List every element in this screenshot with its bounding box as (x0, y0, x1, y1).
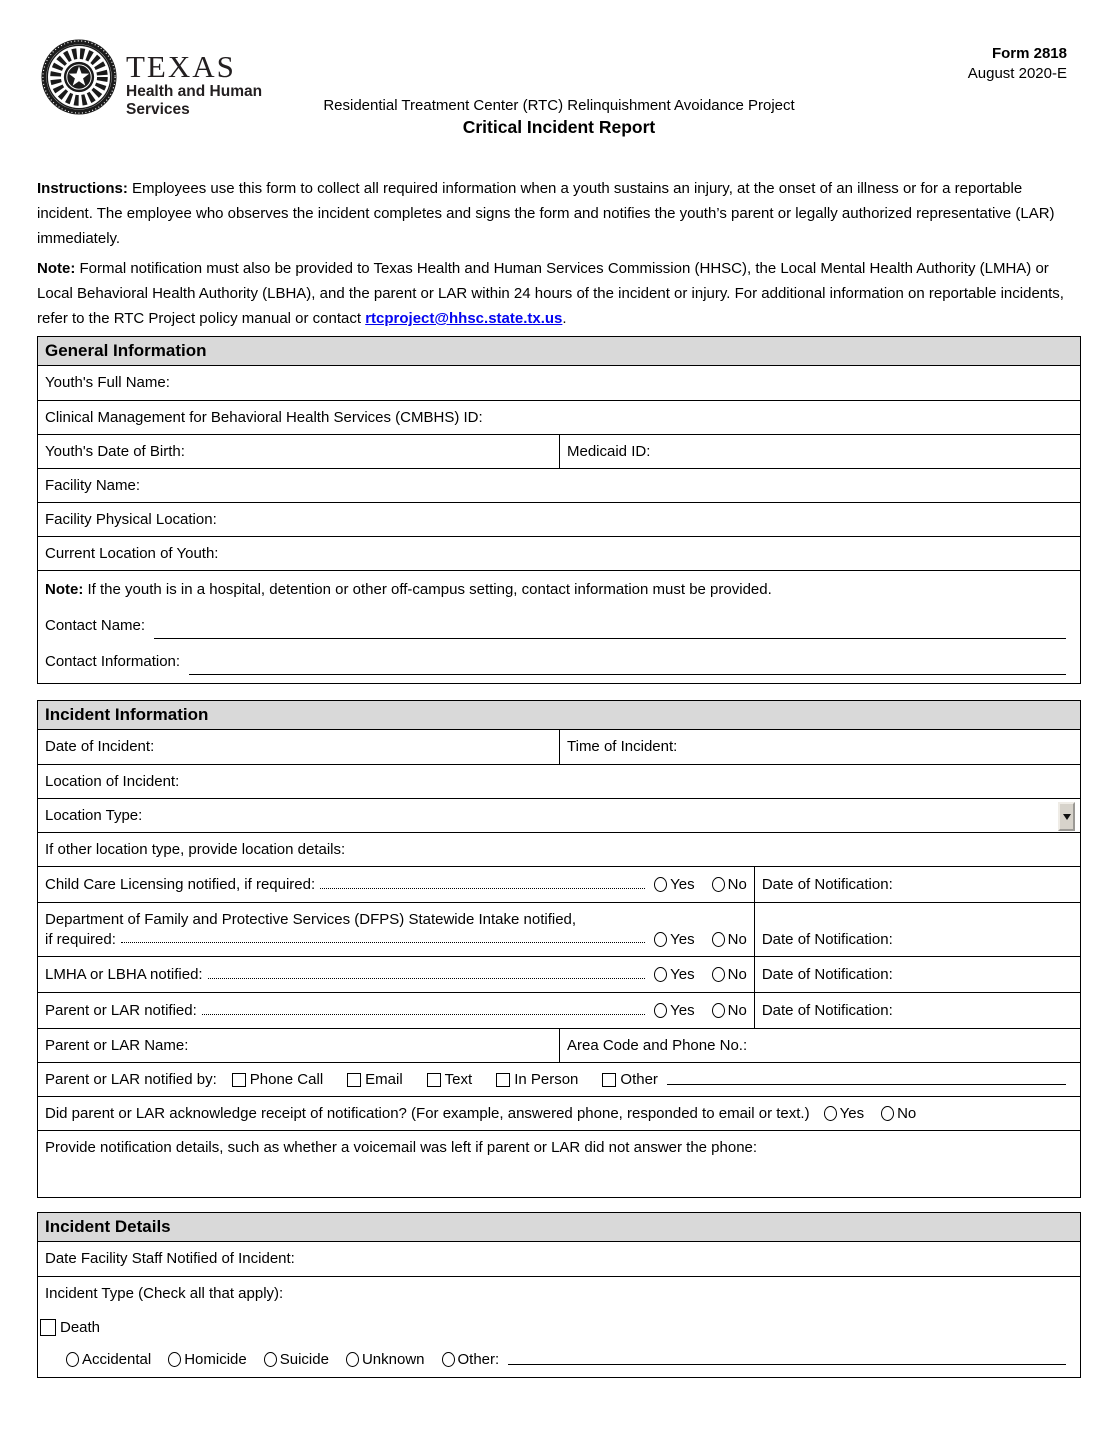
time-of-incident-label: Time of Incident: (567, 738, 678, 755)
incident-information-header: Incident Information (37, 700, 1081, 730)
text-checkbox[interactable] (427, 1073, 441, 1087)
row-ccl-notified (38, 866, 1080, 902)
parent-no-option (712, 1002, 747, 1019)
form-meta (968, 44, 1067, 84)
cell-parent-lar-name (38, 1029, 559, 1062)
current-location-of-youth-label: Current Location of Youth: (45, 545, 219, 562)
cmbhs-id-label: Clinical Management for Behavioral Health Services (CMBHS) ID: (45, 409, 483, 426)
phone-call-checkbox[interactable] (232, 1073, 246, 1087)
section-incident-details (37, 1212, 1081, 1378)
dfps-notified-label-line2: if required: (45, 931, 116, 948)
ccl-no-option (712, 876, 747, 893)
death-other-radio[interactable] (442, 1352, 455, 1367)
other-option (602, 1071, 658, 1088)
email-checkbox[interactable] (347, 1073, 361, 1087)
youth-full-name-label: Youth's Full Name: (45, 374, 170, 391)
suicide-option (264, 1351, 329, 1368)
unknown-option (346, 1351, 425, 1368)
unknown-radio[interactable] (346, 1352, 359, 1367)
death-cause-options (45, 1351, 1073, 1368)
location-of-incident-label: Location of Incident: (45, 773, 180, 790)
row-dob-medicaid (38, 434, 1080, 468)
dfps-notified-label-line2-wrap (45, 931, 747, 948)
document-title (37, 96, 1081, 139)
other-checkbox[interactable] (602, 1073, 616, 1087)
row-incident-type (38, 1276, 1080, 1377)
lmha-no-radio[interactable] (712, 967, 725, 982)
no-label: No (727, 876, 747, 893)
note-label: Note: (37, 260, 76, 277)
ccl-yes-option (654, 876, 694, 893)
row-current-location-of-youth (38, 536, 1080, 570)
incident-information-table (37, 730, 1081, 1198)
cell-date-of-incident (38, 730, 559, 764)
row-offcampus-contact (38, 570, 1080, 683)
document-header (37, 0, 1081, 170)
row-lmha-notified (38, 956, 1080, 992)
no-label: No (897, 1105, 917, 1122)
row-date-time-of-incident (38, 730, 1080, 764)
parent-no-radio[interactable] (712, 1003, 725, 1018)
in-person-checkbox[interactable] (496, 1073, 510, 1087)
dfps-notified-label-line1: Department of Family and Protective Services (DFPS) Statewide Intake notified, (45, 911, 577, 928)
contact-name-label: Contact Name: (45, 617, 146, 634)
email-label: Email (365, 1071, 403, 1088)
dot-leader (202, 1014, 645, 1015)
death-other-input-line[interactable] (508, 1364, 1066, 1365)
suicide-radio[interactable] (264, 1352, 277, 1367)
death-option (45, 1319, 100, 1336)
email-option (347, 1071, 403, 1088)
offcampus-note-label: Note: (45, 581, 84, 598)
facility-name-label: Facility Name: (45, 477, 141, 494)
suicide-label: Suicide (279, 1351, 329, 1368)
accidental-radio[interactable] (66, 1352, 79, 1367)
parent-lar-name-label: Parent or LAR Name: (45, 1037, 189, 1054)
yes-label: Yes (839, 1105, 865, 1122)
lmha-yes-option (654, 966, 694, 983)
cell-area-code-phone (559, 1029, 1080, 1062)
lmha-yes-radio[interactable] (654, 967, 667, 982)
row-cmbhs-id (38, 400, 1080, 434)
form-number: Form 2818 (991, 45, 1067, 62)
row-youth-full-name (38, 366, 1080, 400)
incident-type-label: Incident Type (Check all that apply): (45, 1285, 284, 1302)
page-title: Critical Incident Report (462, 117, 656, 137)
parent-notified-question (38, 993, 754, 1028)
yes-label: Yes (670, 1002, 695, 1019)
row-facility-physical-location (38, 502, 1080, 536)
date-of-notification-label: Date of Notification: (761, 876, 893, 893)
logo-dept-line2: Services (126, 101, 190, 118)
instructions-text: Employees use this form to collect all required information when a youth sustains an injury, at the onset of an illness or for a reportable incident. The employee who observes the incident completes and signs the form and notifies the youth’s parent or legally authorized representative (LAR) immediately. (37, 180, 1055, 247)
dfps-yes-radio[interactable] (654, 932, 667, 947)
date-of-incident-label: Date of Incident: (45, 738, 155, 755)
no-label: No (727, 966, 747, 983)
row-location-type (38, 798, 1080, 832)
caret-down-icon (1063, 814, 1071, 820)
homicide-option (168, 1351, 247, 1368)
lmha-date-of-notification-cell (754, 957, 1080, 992)
offcampus-note-text: If the youth is in a hospital, detention or other off-campus setting, contact information must be provided. (83, 581, 772, 598)
other-location-details-label: If other location type, provide location details: (45, 841, 346, 858)
contact-information-input-line[interactable] (189, 658, 1066, 675)
death-other-option (442, 1351, 500, 1368)
dfps-date-of-notification-cell (754, 903, 1080, 956)
location-type-dropdown-button[interactable] (1058, 802, 1075, 831)
accidental-label: Accidental (82, 1351, 152, 1368)
acknowledge-yes-no-group (824, 1105, 917, 1122)
row-date-staff-notified (38, 1242, 1080, 1276)
no-label: No (727, 1002, 747, 1019)
incident-details-table (37, 1242, 1081, 1378)
other-notified-by-input-line[interactable] (667, 1084, 1066, 1085)
parent-notified-label: Parent or LAR notified: (45, 1002, 197, 1019)
ccl-date-of-notification-cell (754, 867, 1080, 902)
general-information-table (37, 366, 1081, 684)
death-option-line (45, 1319, 1073, 1336)
contact-information-label: Contact Information: (45, 653, 181, 670)
cell-medicaid-id (559, 435, 1080, 468)
dfps-no-radio[interactable] (712, 932, 725, 947)
instructions-label: Instructions: (37, 180, 128, 197)
form-revision: August 2020-E (967, 65, 1067, 82)
parent-yes-radio[interactable] (654, 1003, 667, 1018)
note-text: Formal notification must also be provided to Texas Health and Human Services Commission (HHSC), the Local Mental Health Authority (LMHA) or Local Behavioral Health Authority (LBHA), and the parent or LAR within 24 hours of the incident or injury. For additional information on reportable incidents, refer to the RTC Project policy manual or contact (37, 260, 1064, 327)
homicide-label: Homicide (184, 1351, 247, 1368)
row-facility-name (38, 468, 1080, 502)
date-of-birth-label: Youth's Date of Birth: (45, 443, 185, 460)
title-project-line: Residential Treatment Center (RTC) Relinquishment Avoidance Project (323, 97, 795, 114)
other-label: Other (620, 1071, 658, 1088)
death-other-label: Other: (457, 1351, 500, 1368)
accidental-option (66, 1351, 151, 1368)
dfps-yes-no-group (654, 931, 747, 948)
contact-information-line (45, 653, 1073, 670)
logo-dept-line1: Health and Human (126, 83, 263, 100)
acknowledge-yes-option (824, 1105, 864, 1122)
dfps-no-option (712, 931, 747, 948)
row-other-location-details (38, 832, 1080, 866)
ccl-yes-radio[interactable] (654, 877, 667, 892)
phone-call-option (232, 1071, 323, 1088)
note-paragraph (37, 256, 1081, 331)
dot-leader (121, 942, 645, 943)
section-incident-information (37, 700, 1081, 1198)
parent-yes-option (654, 1002, 694, 1019)
date-of-notification-label: Date of Notification: (761, 1002, 893, 1019)
acknowledge-no-option (881, 1105, 916, 1122)
cell-date-of-birth (38, 435, 559, 468)
text-option (427, 1071, 473, 1088)
acknowledge-no-radio[interactable] (881, 1106, 894, 1121)
ccl-yes-no-group (654, 876, 747, 893)
death-checkbox[interactable] (40, 1319, 56, 1336)
contact-name-line (45, 617, 1073, 634)
dfps-yes-option (654, 931, 694, 948)
rtcproject-email-link[interactable]: rtcproject@hhsc.state.tx.us (365, 310, 563, 327)
lmha-notified-question (38, 957, 754, 992)
section-general-information (37, 336, 1081, 684)
row-parent-notified-by (38, 1062, 1080, 1096)
parent-notified-by-label: Parent or LAR notified by: (45, 1071, 217, 1088)
general-information-header: General Information (37, 336, 1081, 366)
phone-call-label: Phone Call (249, 1071, 324, 1088)
row-dfps-notified (38, 902, 1080, 956)
row-notification-details (38, 1130, 1080, 1197)
dot-leader (320, 888, 645, 889)
no-label: No (727, 931, 747, 948)
acknowledge-receipt-label: Did parent or LAR acknowledge receipt of notification? (For example, answered phone, responded to email or text.) (45, 1105, 810, 1122)
in-person-label: In Person (514, 1071, 579, 1088)
row-location-of-incident (38, 764, 1080, 798)
yes-label: Yes (670, 966, 695, 983)
text-label: Text (444, 1071, 473, 1088)
cell-time-of-incident (559, 730, 1080, 764)
offcampus-note (45, 581, 1073, 598)
yes-label: Yes (670, 876, 695, 893)
homicide-radio[interactable] (168, 1352, 181, 1367)
contact-name-input-line[interactable] (154, 622, 1066, 639)
row-acknowledge-receipt (38, 1096, 1080, 1130)
row-parent-name-phone (38, 1028, 1080, 1062)
ccl-notified-label: Child Care Licensing notified, if required: (45, 876, 316, 893)
medicaid-id-label: Medicaid ID: (567, 443, 651, 460)
lmha-notified-label: LMHA or LBHA notified: (45, 966, 203, 983)
in-person-option (496, 1071, 578, 1088)
ccl-no-radio[interactable] (712, 877, 725, 892)
date-staff-notified-label: Date Facility Staff Notified of Incident: (45, 1250, 295, 1267)
dfps-notified-question (38, 903, 754, 956)
dot-leader (208, 978, 646, 979)
logo-agency-name: TEXAS (126, 49, 236, 84)
ccl-notified-question (38, 867, 754, 902)
death-label: Death (60, 1319, 101, 1336)
area-code-phone-label: Area Code and Phone No.: (567, 1037, 748, 1054)
location-type-label: Location Type: (45, 807, 143, 824)
note-text-after-link: . (562, 310, 567, 327)
date-of-notification-label: Date of Notification: (761, 931, 893, 948)
acknowledge-yes-radio[interactable] (824, 1106, 837, 1121)
date-of-notification-label: Date of Notification: (761, 966, 893, 983)
parent-yes-no-group (654, 1002, 747, 1019)
notification-details-label: Provide notification details, such as whether a voicemail was left if parent or LAR did not answer the phone: (45, 1139, 758, 1156)
row-parent-notified (38, 992, 1080, 1028)
facility-physical-location-label: Facility Physical Location: (45, 511, 217, 528)
unknown-label: Unknown (361, 1351, 425, 1368)
incident-details-header: Incident Details (37, 1212, 1081, 1242)
yes-label: Yes (670, 931, 695, 948)
lmha-no-option (712, 966, 747, 983)
instructions-paragraph (37, 176, 1081, 251)
lmha-yes-no-group (654, 966, 747, 983)
parent-date-of-notification-cell (754, 993, 1080, 1028)
